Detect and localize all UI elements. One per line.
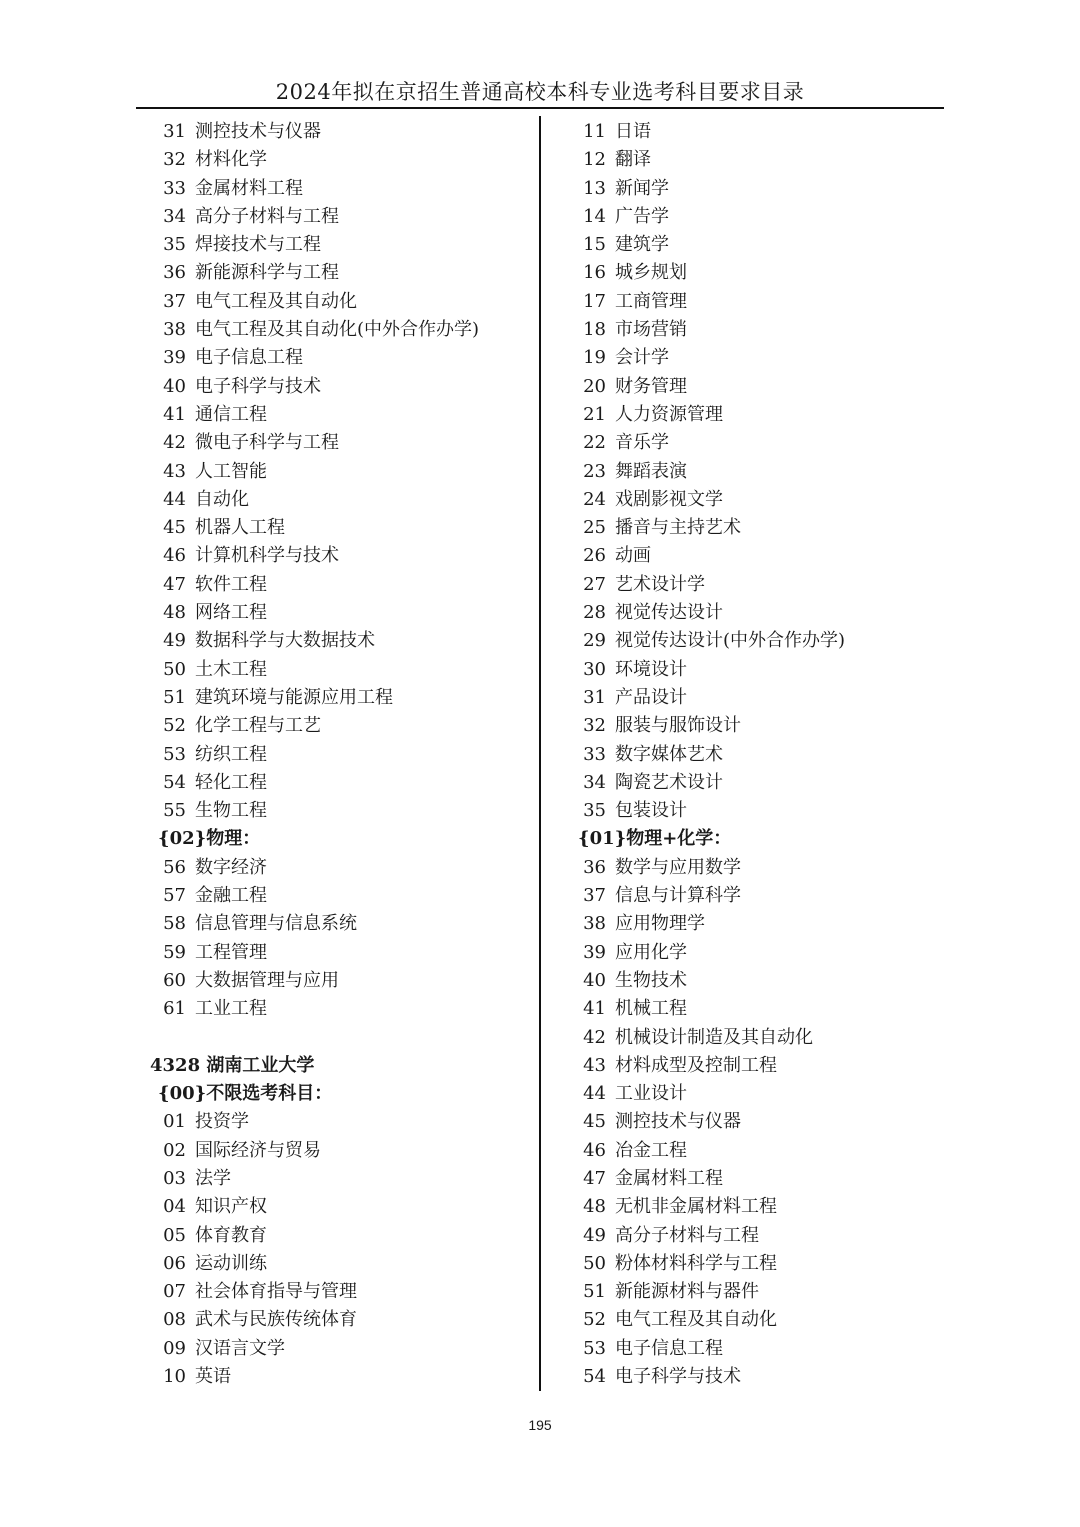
major-code: 46	[583, 1139, 606, 1161]
major-code: 04	[163, 1196, 186, 1218]
major-code: 49	[583, 1224, 606, 1246]
major-name: 无机非金属材料工程	[615, 1196, 777, 1218]
major-name: 数字经济	[195, 856, 267, 878]
major-code: 17	[583, 290, 606, 312]
major-list-item	[150, 373, 535, 401]
major-code: 14	[583, 205, 606, 227]
major-name: 新能源材料与器件	[615, 1281, 759, 1303]
major-name: 投资学	[195, 1111, 249, 1133]
major-name: 体育教育	[195, 1224, 267, 1246]
major-list-item	[150, 288, 535, 316]
major-code: 20	[583, 375, 606, 397]
major-name: 应用化学	[615, 941, 687, 963]
major-code: 39	[163, 347, 186, 369]
major-code: 36	[163, 262, 186, 284]
major-name: 粉体材料科学与工程	[615, 1252, 777, 1274]
major-list-item	[570, 995, 970, 1023]
major-name: 自动化	[195, 488, 249, 510]
major-code: 23	[583, 460, 606, 482]
subject-requirement-heading: {01}物理+化学：	[578, 828, 732, 850]
major-code: 49	[163, 630, 186, 652]
major-list-item	[570, 797, 970, 825]
major-list-item	[570, 316, 970, 344]
major-code: 40	[583, 969, 606, 991]
major-list-item	[570, 656, 970, 684]
page-number: 195	[528, 1417, 552, 1433]
major-code: 45	[583, 1111, 606, 1133]
major-list-item	[150, 542, 535, 570]
major-code: 07	[163, 1281, 186, 1303]
major-code: 34	[583, 771, 606, 793]
major-code: 33	[163, 177, 186, 199]
major-code: 54	[583, 1366, 606, 1388]
major-list-item	[570, 854, 970, 882]
major-list-item	[570, 939, 970, 967]
major-list-item	[150, 712, 535, 740]
major-code: 36	[583, 856, 606, 878]
major-name: 高分子材料与工程	[195, 205, 339, 227]
major-name: 信息管理与信息系统	[195, 913, 357, 935]
major-name: 土木工程	[195, 658, 267, 680]
major-code: 40	[163, 375, 186, 397]
major-list-item	[150, 514, 535, 542]
major-list-item	[570, 1052, 970, 1080]
major-name: 工商管理	[615, 290, 687, 312]
major-name: 建筑环境与能源应用工程	[195, 686, 393, 708]
major-code: 57	[163, 885, 186, 907]
major-code: 29	[583, 630, 606, 652]
major-code: 44	[583, 1083, 606, 1105]
major-name: 网络工程	[195, 602, 267, 624]
major-name: 轻化工程	[195, 771, 267, 793]
major-code: 28	[583, 602, 606, 624]
major-list-item	[570, 1024, 970, 1052]
major-name: 电气工程及其自动化	[195, 290, 357, 312]
major-list-item	[570, 146, 970, 174]
major-list-item	[150, 939, 535, 967]
major-list-item	[150, 458, 535, 486]
major-name: 新闻学	[615, 177, 669, 199]
major-code: 37	[583, 885, 606, 907]
major-name: 音乐学	[615, 432, 669, 454]
major-list-item	[150, 910, 535, 938]
major-name: 戏剧影视文学	[615, 488, 723, 510]
major-code: 50	[163, 658, 186, 680]
major-name: 金属材料工程	[195, 177, 303, 199]
major-name: 电子信息工程	[615, 1337, 723, 1359]
major-list-item	[570, 175, 970, 203]
major-name: 高分子材料与工程	[615, 1224, 759, 1246]
major-name: 播音与主持艺术	[615, 517, 741, 539]
major-code: 55	[163, 800, 186, 822]
major-list-item	[570, 1080, 970, 1108]
major-list-item	[570, 684, 970, 712]
major-list-item	[150, 1108, 535, 1136]
major-list-item	[570, 1108, 970, 1136]
major-name: 测控技术与仪器	[615, 1111, 741, 1133]
major-list-item	[570, 486, 970, 514]
major-list-item	[570, 769, 970, 797]
major-name: 数据科学与大数据技术	[195, 630, 375, 652]
major-name: 大数据管理与应用	[195, 969, 339, 991]
major-code: 11	[583, 121, 606, 142]
title-rule	[136, 107, 944, 109]
major-code: 21	[583, 403, 606, 425]
major-name: 生物技术	[615, 969, 687, 991]
blank-line	[150, 1024, 535, 1052]
major-list-item	[150, 1250, 535, 1278]
major-code: 10	[163, 1366, 186, 1388]
major-code: 53	[163, 743, 186, 765]
major-name: 材料化学	[195, 149, 267, 171]
major-list-item	[150, 401, 535, 429]
major-list-item	[570, 344, 970, 372]
major-code: 54	[163, 771, 186, 793]
major-name: 数学与应用数学	[615, 856, 741, 878]
major-list-item	[570, 1335, 970, 1363]
major-code: 24	[583, 488, 606, 510]
major-name: 舞蹈表演	[615, 460, 687, 482]
major-list-item	[150, 741, 535, 769]
major-list-item	[570, 203, 970, 231]
major-list-item	[570, 231, 970, 259]
major-code: 06	[163, 1252, 186, 1274]
major-name: 电子科学与技术	[195, 375, 321, 397]
major-list-item	[150, 854, 535, 882]
major-code: 13	[583, 177, 606, 199]
major-name: 数字媒体艺术	[615, 743, 723, 765]
major-code: 38	[583, 913, 606, 935]
major-code: 33	[583, 743, 606, 765]
major-code: 41	[163, 403, 186, 425]
major-name: 纺织工程	[195, 743, 267, 765]
major-list-item	[150, 146, 535, 174]
major-list-item	[570, 1306, 970, 1334]
major-name: 化学工程与工艺	[195, 715, 321, 737]
major-list-item	[150, 656, 535, 684]
major-code: 61	[163, 998, 186, 1020]
major-name: 机械设计制造及其自动化	[615, 1026, 813, 1048]
major-name: 电子信息工程	[195, 347, 303, 369]
major-name: 机械工程	[615, 998, 687, 1020]
major-name: 财务管理	[615, 375, 687, 397]
major-name: 工程管理	[195, 941, 267, 963]
major-list-item	[570, 542, 970, 570]
major-code: 46	[163, 545, 186, 567]
major-list-item	[150, 1222, 535, 1250]
major-name: 机器人工程	[195, 517, 285, 539]
major-code: 50	[583, 1252, 606, 1274]
major-name: 艺术设计学	[615, 573, 705, 595]
major-name: 计算机科学与技术	[195, 545, 339, 567]
major-code: 48	[583, 1196, 606, 1218]
major-name: 人力资源管理	[615, 403, 723, 425]
major-list-item	[570, 514, 970, 542]
major-list-item	[150, 1335, 535, 1363]
major-name: 包装设计	[615, 800, 687, 822]
major-name: 市场营销	[615, 319, 687, 341]
major-name: 人工智能	[195, 460, 267, 482]
major-code: 51	[583, 1281, 606, 1303]
major-list-item	[570, 1250, 970, 1278]
major-name: 国际经济与贸易	[195, 1139, 321, 1161]
major-name: 建筑学	[615, 234, 669, 256]
major-list-item	[570, 599, 970, 627]
major-code: 53	[583, 1337, 606, 1359]
major-list-item	[150, 429, 535, 457]
major-list-item	[150, 1137, 535, 1165]
major-list-item	[150, 1278, 535, 1306]
major-list-item	[150, 486, 535, 514]
major-name: 工业工程	[195, 998, 267, 1020]
major-code: 42	[163, 432, 186, 454]
major-list-item	[150, 231, 535, 259]
major-name: 微电子科学与工程	[195, 432, 339, 454]
major-name: 知识产权	[195, 1196, 267, 1218]
major-code: 31	[163, 121, 186, 142]
major-code: 35	[163, 234, 186, 256]
school-heading: 4328 湖南工业大学	[150, 1054, 315, 1076]
major-list-item	[570, 1193, 970, 1221]
major-list-item	[150, 967, 535, 995]
major-code: 03	[163, 1167, 186, 1189]
major-code: 02	[163, 1139, 186, 1161]
major-name: 陶瓷艺术设计	[615, 771, 723, 793]
major-code: 27	[583, 573, 606, 595]
major-list-item	[150, 882, 535, 910]
major-list-item	[570, 882, 970, 910]
major-name: 电气工程及其自动化(中外合作办学)	[195, 319, 480, 341]
subject-requirement-heading: {02}物理：	[158, 828, 261, 850]
major-list-item	[150, 203, 535, 231]
major-name: 金属材料工程	[615, 1167, 723, 1189]
major-list-item	[570, 1222, 970, 1250]
major-code: 25	[583, 517, 606, 539]
major-code: 39	[583, 941, 606, 963]
major-name: 电气工程及其自动化	[615, 1309, 777, 1331]
major-code: 37	[163, 290, 186, 312]
major-code: 05	[163, 1224, 186, 1246]
major-code: 22	[583, 432, 606, 454]
major-name: 法学	[195, 1167, 231, 1189]
left-column	[150, 118, 535, 1391]
major-list-item	[150, 769, 535, 797]
major-code: 45	[163, 517, 186, 539]
major-name: 服装与服饰设计	[615, 715, 741, 737]
major-name: 焊接技术与工程	[195, 234, 321, 256]
major-code: 41	[583, 998, 606, 1020]
major-name: 城乡规划	[615, 262, 687, 284]
major-list-item	[150, 627, 535, 655]
major-list-item	[570, 627, 970, 655]
major-list-item	[570, 288, 970, 316]
major-code: 16	[583, 262, 606, 284]
major-name: 工业设计	[615, 1083, 687, 1105]
major-name: 武术与民族传统体育	[195, 1309, 357, 1331]
major-name: 测控技术与仪器	[195, 121, 321, 142]
major-name: 生物工程	[195, 800, 267, 822]
major-list-item	[150, 1363, 535, 1391]
right-column	[570, 118, 970, 1391]
major-list-item	[150, 995, 535, 1023]
major-code: 30	[583, 658, 606, 680]
major-list-item	[570, 910, 970, 938]
major-list-item	[570, 373, 970, 401]
subject-requirement-heading: {00}不限选考科目：	[158, 1083, 333, 1105]
major-list-item	[570, 1137, 970, 1165]
major-list-item	[570, 1363, 970, 1391]
major-list-item	[150, 118, 535, 146]
major-code: 15	[583, 234, 606, 256]
major-code: 35	[583, 800, 606, 822]
major-list-item	[570, 118, 970, 146]
major-name: 英语	[195, 1366, 231, 1388]
major-name: 冶金工程	[615, 1139, 687, 1161]
major-code: 58	[163, 913, 186, 935]
major-name: 会计学	[615, 347, 669, 369]
major-name: 运动训练	[195, 1252, 267, 1274]
major-list-item	[150, 599, 535, 627]
major-code: 42	[583, 1026, 606, 1048]
major-code: 52	[163, 715, 186, 737]
major-name: 汉语言文学	[195, 1337, 285, 1359]
major-code: 52	[583, 1309, 606, 1331]
major-name: 社会体育指导与管理	[195, 1281, 357, 1303]
major-list-item	[150, 1193, 535, 1221]
major-name: 翻译	[615, 149, 651, 171]
major-name: 软件工程	[195, 573, 267, 595]
major-code: 44	[163, 488, 186, 510]
major-list-item	[570, 401, 970, 429]
major-list-item	[570, 1165, 970, 1193]
major-list-item	[570, 967, 970, 995]
major-code: 09	[163, 1337, 186, 1359]
major-code: 47	[583, 1167, 606, 1189]
major-code: 38	[163, 319, 186, 341]
major-list-item	[150, 797, 535, 825]
major-list-item	[150, 344, 535, 372]
major-name: 通信工程	[195, 403, 267, 425]
major-list-item	[570, 712, 970, 740]
major-list-item	[150, 259, 535, 287]
major-name: 信息与计算科学	[615, 885, 741, 907]
major-code: 01	[163, 1111, 186, 1133]
major-name: 电子科学与技术	[615, 1366, 741, 1388]
major-code: 18	[583, 319, 606, 341]
major-list-item	[150, 1306, 535, 1334]
page-title: 2024年拟在京招生普通高校本科专业选考科目要求目录	[275, 80, 805, 104]
major-code: 56	[163, 856, 186, 878]
major-code: 08	[163, 1309, 186, 1331]
major-list-item	[150, 684, 535, 712]
major-code: 59	[163, 941, 186, 963]
major-list-item	[570, 741, 970, 769]
major-list-item	[150, 316, 535, 344]
column-divider	[539, 116, 541, 1391]
major-code: 47	[163, 573, 186, 595]
major-name: 金融工程	[195, 885, 267, 907]
major-list-item	[150, 175, 535, 203]
major-name: 视觉传达设计	[615, 602, 723, 624]
major-name: 视觉传达设计(中外合作办学)	[615, 630, 846, 652]
major-name: 日语	[615, 121, 651, 142]
major-name: 应用物理学	[615, 913, 705, 935]
major-code: 32	[583, 715, 606, 737]
major-code: 32	[163, 149, 186, 171]
major-name: 环境设计	[615, 658, 687, 680]
major-code: 60	[163, 969, 186, 991]
major-name: 广告学	[615, 205, 669, 227]
major-list-item	[570, 259, 970, 287]
major-code: 48	[163, 602, 186, 624]
major-code: 26	[583, 545, 606, 567]
major-list-item	[570, 429, 970, 457]
major-list-item	[570, 458, 970, 486]
major-list-item	[570, 571, 970, 599]
major-code: 19	[583, 347, 606, 369]
major-name: 产品设计	[615, 686, 687, 708]
major-code: 51	[163, 686, 186, 708]
major-list-item	[150, 571, 535, 599]
major-code: 12	[583, 149, 606, 171]
major-name: 新能源科学与工程	[195, 262, 339, 284]
major-code: 43	[583, 1054, 606, 1076]
major-list-item	[150, 1165, 535, 1193]
major-list-item	[570, 1278, 970, 1306]
major-name: 动画	[615, 545, 651, 567]
major-code: 43	[163, 460, 186, 482]
major-code: 34	[163, 205, 186, 227]
major-name: 材料成型及控制工程	[615, 1054, 777, 1076]
major-code: 31	[583, 686, 606, 708]
